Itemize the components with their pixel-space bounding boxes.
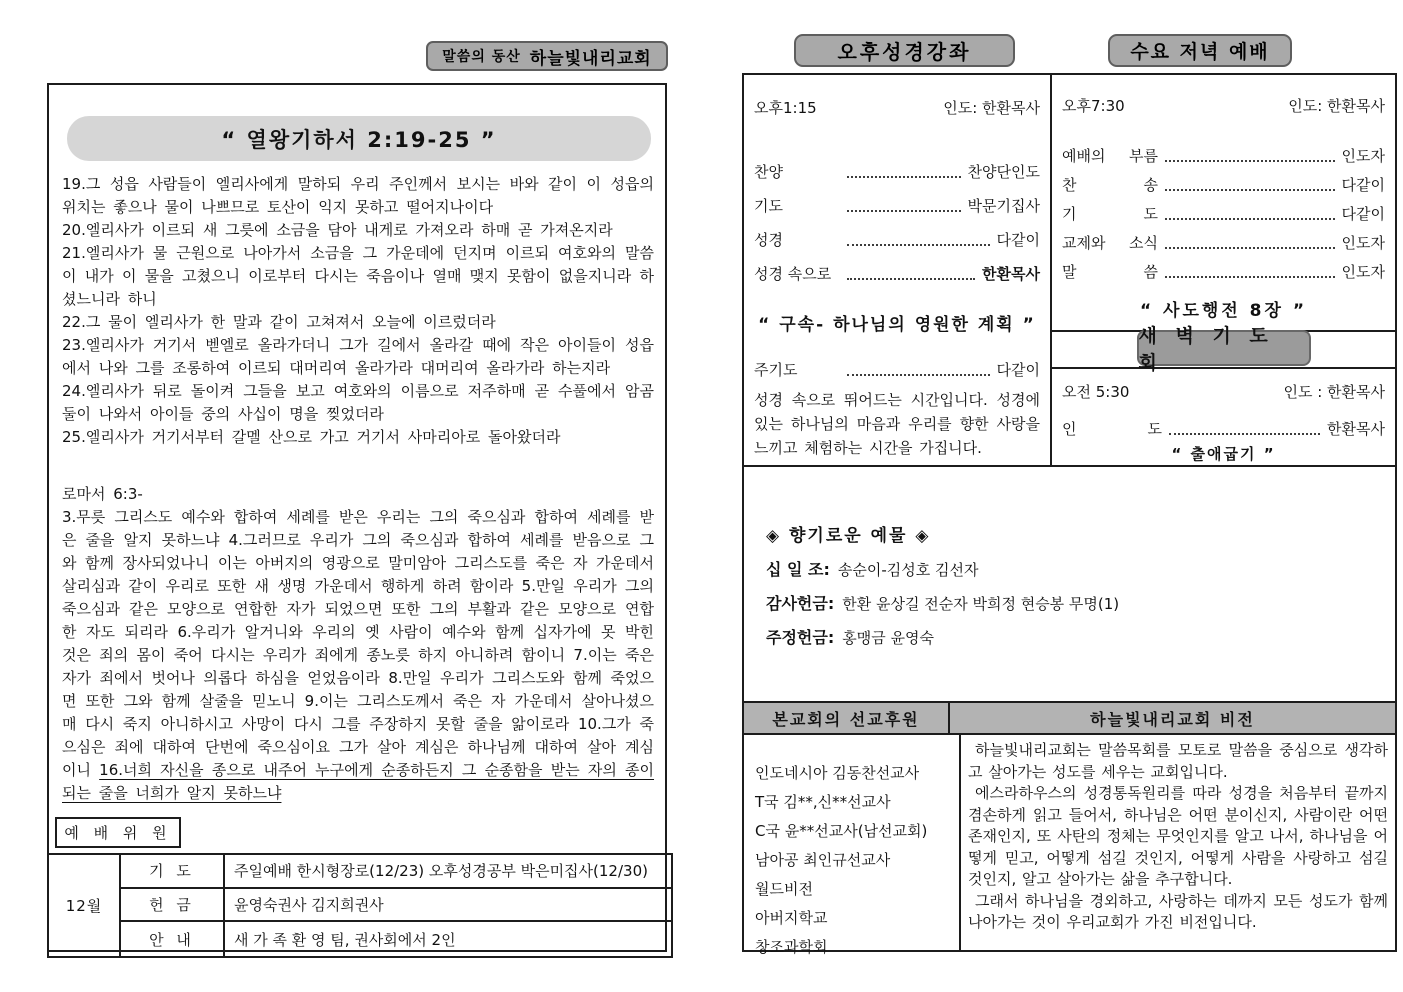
wednesday-dawn-column xyxy=(1052,75,1395,465)
mission-vision-table xyxy=(742,701,1397,956)
afternoon-description: 성경 속으로 뛰어드는 시간입니다. 성경에 있는 하나님의 마음과 우리를 향한 사랑을 느끼고 체험하는 시간을 가집니다. xyxy=(754,391,1040,457)
leader-dots xyxy=(1165,247,1335,249)
mission-support-header: 본교회의 선교후원 xyxy=(744,703,950,733)
verse-24: 24.엘리사가 뒤로 돌이켜 그들을 보고 여호와의 이름으로 저주하매 곧 수풀에서 암곰 둘이 나와서 아이들 중의 사십이 명을 찢었더라 xyxy=(62,382,654,423)
mission-vision-body xyxy=(744,735,1395,956)
offerings-box xyxy=(742,465,1397,703)
dawn-prayer-badge-strip xyxy=(1052,325,1395,374)
order-row-lords-prayer xyxy=(754,359,1040,380)
order-label: 예배의 부름 xyxy=(1062,147,1158,165)
offering-label: 감사헌금: xyxy=(766,594,835,613)
mission-item: 인도네시아 김동찬선교사 xyxy=(755,764,920,782)
verse-21: 21.엘리사가 물 근원으로 나아가서 소금을 그 가운데에 던지며 이르되 여호와의 말씀이 내가 이 물을 고쳤으니 이로부터 다시는 죽음이나 열매 맺지 못함이 없을지니라 하셨느니라 하니 xyxy=(62,244,654,308)
afternoon-lecture-column xyxy=(744,75,1052,465)
order-label: 기 도 xyxy=(1062,205,1158,223)
order-value: 한환목사 xyxy=(1327,420,1385,438)
leader-dots xyxy=(847,244,990,246)
offering-names: 송순이-김성호 김선자 xyxy=(837,561,979,579)
order-value: 한환목사 xyxy=(982,265,1040,283)
order-row-hymn xyxy=(1062,174,1385,195)
offering-label: 주정헌금: xyxy=(766,628,835,647)
order-label: 찬 송 xyxy=(1062,176,1158,194)
vision-text xyxy=(961,735,1395,950)
scripture-page xyxy=(47,83,667,952)
order-row-prayer xyxy=(1062,203,1385,224)
leader-dots xyxy=(847,278,975,280)
leader-dots xyxy=(847,374,990,376)
order-label: 말 씀 xyxy=(1062,263,1158,281)
order-row-fellowship xyxy=(1062,232,1385,253)
mission-item: 남아공 최인규선교사 xyxy=(755,851,891,869)
mission-item: 월드비전 xyxy=(755,880,813,898)
worship-committee-table xyxy=(47,853,673,958)
church-motto-text: 말씀의 동산 xyxy=(442,49,521,65)
order-row-prayer xyxy=(754,195,1040,216)
worship-order-box xyxy=(742,73,1397,467)
offering-names: 홍맹금 윤영숙 xyxy=(842,629,934,647)
verse-20: 20.엘리사가 이르되 새 그릇에 소금을 담아 내게로 가져오라 하매 곧 가져온지라 xyxy=(62,221,613,239)
wednesday-order-list xyxy=(1062,145,1385,282)
order-label: 성경 xyxy=(754,231,783,249)
afternoon-sermon-theme: “ 구속- 하나님의 영원한 계획 ” xyxy=(758,315,1036,335)
leader-dots xyxy=(1169,433,1320,435)
order-value: 인도자 xyxy=(1341,147,1385,165)
vision-paragraph: 에스라하우스의 성경통독원리를 따라 성경을 처음부터 끝까지 겸손하게 읽고 들어서, 하나님은 어떤 분이신지, 사람이란 어떤 존재인지, 또 사탄의 정체는 무엇인지를 알고 나서, 하나님을 어떻게 믿고, 어떻게 섬길 것인지, 어떻게 사람을 사랑하고 섬길 것인지, 알고 살아가는 삶을 추구합니다. xyxy=(968,784,1388,888)
offering-names: 한환 윤상길 전순자 박희정 현승봉 무명(1) xyxy=(842,595,1120,613)
romans-heading: 로마서 6:3- xyxy=(62,485,143,503)
offerings-title: ◈ 향기로운 예물 ◈ xyxy=(766,526,931,546)
wednesday-worship-section xyxy=(1052,75,1395,332)
wednesday-leader: 인도: 한환목사 xyxy=(1288,97,1385,115)
order-label: 성경 속으로 xyxy=(754,265,832,283)
offering-row-tithe xyxy=(766,557,1395,580)
order-value: 다같이 xyxy=(1341,205,1385,223)
table-row-guide-value: 새 가 족 환 영 팀, 권사회에서 2인 xyxy=(234,930,456,949)
offering-label: 십 일 조: xyxy=(766,560,830,579)
order-row-dawn-leading xyxy=(1062,418,1385,439)
table-row-offering-value: 윤영숙권사 김지희권사 xyxy=(225,889,671,923)
vision-paragraph: 하늘빛내리교회는 말씀목회를 모토로 말씀을 중심으로 생각하고 살아가는 성도를 세우는 교회입니다. xyxy=(968,741,1388,781)
vision-paragraph: 그래서 하나님을 경외하고, 사랑하는 데까지 모든 성도가 함께 나아가는 것이 우리교회가 가진 비전입니다. xyxy=(968,891,1388,931)
romans-underlined-text: 16.너희 자신을 종으로 내주어 누구에게 순종하든지 그 순종함을 받는 자의 종이 되는 줄을 너희가 알지 못하느냐 xyxy=(62,761,655,802)
table-row-offering-label: 헌 금 xyxy=(121,889,225,923)
order-value: 박문기집사 xyxy=(967,197,1040,215)
order-label: 기도 xyxy=(754,197,783,215)
romans-passage xyxy=(62,506,654,805)
dawn-time: 오전 5:30 xyxy=(1062,383,1130,401)
table-month-cell: 12월 xyxy=(49,855,121,956)
verse-23: 23.엘리사가 거기서 벧엘로 올라가더니 그가 길에서 올라갈 때에 작은 아이들이 성읍에서 나와 그를 조롱하여 이르되 대머리여 올라가라 대머리여 올라가라 하는지라 xyxy=(62,336,654,377)
afternoon-time: 오후1:15 xyxy=(754,99,817,117)
table-row-guide-label: 안 내 xyxy=(121,922,225,956)
mission-vision-header-row xyxy=(744,703,1395,735)
order-label: 찬양 xyxy=(754,163,783,181)
dawn-time-row xyxy=(1062,381,1385,402)
wednesday-time: 오후7:30 xyxy=(1062,97,1125,115)
verse-25: 25.엘리사가 거기서부터 갈멜 산으로 가고 거기서 사마리아로 돌아왔더라 xyxy=(62,428,561,446)
verse-19: 19.그 성읍 사람들이 엘리사에게 말하되 우리 주인께서 보시는 바와 같이 이 성읍의 위치는 좋으나 물이 나쁘므로 토산이 익지 못하고 떨어지나이다 xyxy=(62,175,654,216)
church-name-badge xyxy=(426,41,668,71)
order-row-scripture xyxy=(754,229,1040,250)
leader-dots xyxy=(1165,160,1335,162)
wednesday-sermon-theme: “ 사도행전 8장 ” xyxy=(1139,301,1308,321)
order-value: 인도자 xyxy=(1341,234,1385,252)
offering-row-thanksgiving xyxy=(766,591,1395,614)
order-value: 다같이 xyxy=(996,231,1040,249)
order-row-call xyxy=(1062,145,1385,166)
table-row-prayer-label: 기 도 xyxy=(121,855,225,889)
leader-dots xyxy=(1165,276,1335,278)
mission-item: C국 윤**선교사(남선교회) xyxy=(755,822,928,840)
table-row-prayer-value: 주일예배 한시형장로(12/23) 오후성경공부 박은미집사(12/30) xyxy=(225,855,671,889)
order-row-praise xyxy=(754,161,1040,182)
order-row-sermon xyxy=(1062,261,1385,282)
scripture-title-bar: “ 열왕기하서 2:19-25 ” xyxy=(67,116,651,161)
romans-body-text: 3.무릇 그리스도 예수와 합하여 세례를 받은 우리는 그의 죽으심과 합하여 세례를 받은 줄을 알지 못하느냐 4.그러므로 우리가 그의 죽으심과 합하여 세례를 받음으로 그와 함께 장사되었나니 이는 아버지의 영광으로 말미암아 그리스도를 죽은 자 가운데서 살리심과 같이 우리로 또한 새 생명 가운데서 행하게 하려 함이라 5.만일 우리가 그의 죽으심과 같은 모양으로 연합한 자가 되었으면 또한 그의 부활과 같은 모양으로 연합한 자도 되리라 6.우리가 알거니와 우리의 옛 사람이 예수와 함께 십자가에 못 박힌 것은 죄의 몸이 죽어 다시는 우리가 죄에게 종노릇 하지 아니하려 함이니 7.이는 죽은 자가 죄에서 벗어나 의롭다 하심을 얻었음이라 8.만일 우리가 그리스도와 함께 죽었으면 또한 그와 함께 살줄을 믿노니 9.이는 그리스도께서 죽은 자 가운데서 살아나셨으매 다시 죽지 아니하시고 사망이 다시 그를 주장하지 못할 줄을 앎이로라 10.그가 죽으심은 죄에 대하여 단번에 죽으심이요 그가 살아 계심은 하나님께 대하여 살아 계심이니 xyxy=(62,508,654,779)
afternoon-bible-lecture-badge: 오후성경강좌 xyxy=(794,34,1015,67)
dawn-prayer-section xyxy=(1052,369,1395,465)
mission-item: 창조과학회 xyxy=(755,938,828,956)
order-row-into-bible xyxy=(754,263,1040,284)
scripture-text-block xyxy=(62,173,654,805)
wednesday-evening-worship-badge: 수요 저녁 예배 xyxy=(1108,34,1292,67)
leader-dots xyxy=(1165,218,1335,220)
dawn-prayer-meeting-badge: 새 벽 기 도 회 xyxy=(1137,330,1311,366)
order-value: 다같이 xyxy=(1341,176,1385,194)
verse-22: 22.그 물이 엘리사가 한 말과 같이 고쳐져서 오늘에 이르렀더라 xyxy=(62,313,496,331)
order-value: 찬양단인도 xyxy=(967,163,1040,181)
leader-dots xyxy=(847,176,961,178)
afternoon-leader: 인도: 한환목사 xyxy=(943,99,1040,117)
order-value: 인도자 xyxy=(1341,263,1385,281)
order-value: 다같이 xyxy=(996,361,1040,379)
order-label: 주기도 xyxy=(754,361,798,379)
afternoon-order-list xyxy=(754,161,1040,284)
leader-dots xyxy=(847,210,961,212)
order-label: 인 도 xyxy=(1062,420,1162,438)
wednesday-time-row xyxy=(1062,95,1385,116)
worship-committee-label-box: 예 배 위 원 xyxy=(55,817,181,848)
offering-row-weekly xyxy=(766,625,1395,648)
mission-item: 아버지학교 xyxy=(755,909,828,927)
mission-item: T국 김**,신**선교사 xyxy=(755,793,891,811)
order-label: 교제와 소식 xyxy=(1062,234,1158,252)
dawn-leader: 인도 : 한환목사 xyxy=(1283,383,1385,401)
mission-list xyxy=(744,735,961,956)
church-name-text: 하늘빛내리교회 xyxy=(529,48,652,69)
afternoon-time-row xyxy=(754,97,1040,118)
leader-dots xyxy=(1165,189,1335,191)
church-vision-header: 하늘빛내리교회 비전 xyxy=(1090,709,1255,729)
dawn-reading-theme: “ 출애굽기 ” xyxy=(1171,445,1276,463)
